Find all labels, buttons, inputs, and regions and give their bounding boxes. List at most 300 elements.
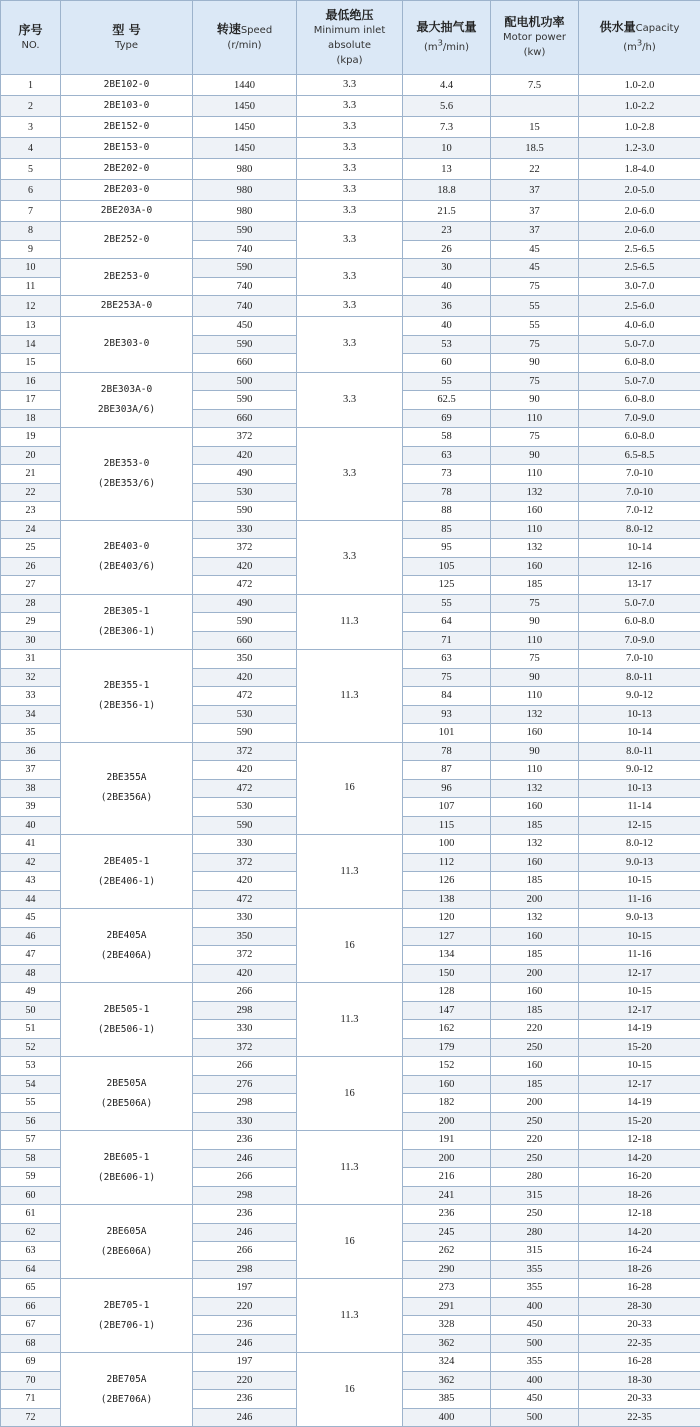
water-capacity-value: 8.0-11 <box>579 742 700 761</box>
water-capacity-value: 5.0-7.0 <box>579 372 700 391</box>
water-capacity-value: 9.0-13 <box>579 909 700 928</box>
speed-value: 298 <box>193 1001 297 1020</box>
speed-value: 246 <box>193 1223 297 1242</box>
model-type-line: (2BE356-1) <box>98 700 155 711</box>
table-row <box>1 835 700 854</box>
suction-value: 30 <box>403 259 491 278</box>
motor-power-value: 110 <box>491 520 579 539</box>
inlet-pressure-value: 16 <box>297 909 403 983</box>
speed-value: 530 <box>193 798 297 817</box>
motor-power-value: 160 <box>491 798 579 817</box>
header-inlet-en1: Minimum inlet <box>314 25 386 36</box>
row-number: 24 <box>1 520 61 539</box>
water-capacity-value: 11-14 <box>579 798 700 817</box>
row-number: 14 <box>1 335 61 354</box>
model-type-line: (2BE506-1) <box>98 1024 155 1035</box>
motor-power-value: 315 <box>491 1242 579 1261</box>
water-capacity-value: 18-30 <box>579 1371 700 1390</box>
model-type-line: 2BE705-1 <box>104 1300 150 1311</box>
model-type-line: (2BE306-1) <box>98 626 155 637</box>
row-number: 66 <box>1 1297 61 1316</box>
motor-power-value: 90 <box>491 354 579 373</box>
row-number: 32 <box>1 668 61 687</box>
row-number: 12 <box>1 296 61 317</box>
motor-power-value: 200 <box>491 890 579 909</box>
water-capacity-value: 16-28 <box>579 1279 700 1298</box>
row-number: 33 <box>1 687 61 706</box>
motor-power-value: 160 <box>491 927 579 946</box>
water-capacity-value: 8.0-11 <box>579 668 700 687</box>
inlet-pressure-value: 3.3 <box>297 180 403 201</box>
row-number: 10 <box>1 259 61 278</box>
water-capacity-value: 18-26 <box>579 1260 700 1279</box>
speed-value: 266 <box>193 1242 297 1261</box>
water-capacity-value: 12-17 <box>579 1075 700 1094</box>
suction-value: 147 <box>403 1001 491 1020</box>
inlet-pressure-value: 3.3 <box>297 372 403 428</box>
water-capacity-value: 2.0-6.0 <box>579 222 700 241</box>
table-row <box>1 650 700 669</box>
inlet-pressure-value: 3.3 <box>297 138 403 159</box>
row-number: 53 <box>1 1057 61 1076</box>
water-capacity-value: 16-28 <box>579 1353 700 1372</box>
speed-value: 590 <box>193 724 297 743</box>
suction-value: 4.4 <box>403 75 491 96</box>
motor-power-value: 185 <box>491 816 579 835</box>
table-row <box>1 983 700 1002</box>
header-no-en: NO. <box>21 40 39 51</box>
inlet-pressure-value: 3.3 <box>297 222 403 259</box>
water-capacity-value: 2.0-5.0 <box>579 180 700 201</box>
suction-value: 152 <box>403 1057 491 1076</box>
model-type <box>61 75 193 96</box>
suction-value: 126 <box>403 872 491 891</box>
header-water-unit-pre: (m <box>623 42 637 53</box>
row-number: 28 <box>1 594 61 613</box>
row-number: 29 <box>1 613 61 632</box>
row-number: 40 <box>1 816 61 835</box>
model-type <box>61 520 193 594</box>
speed-value: 246 <box>193 1334 297 1353</box>
speed-value: 740 <box>193 296 297 317</box>
water-capacity-value: 5.0-7.0 <box>579 335 700 354</box>
header-suction-unit-sup: 3 <box>438 37 443 47</box>
header-water-unit <box>623 42 656 53</box>
model-type-line: (2BE706-1) <box>98 1320 155 1331</box>
motor-power-value: 75 <box>491 372 579 391</box>
table-row <box>1 159 700 180</box>
water-capacity-value: 13-17 <box>579 576 700 595</box>
header-inlet-unit: (kpa) <box>336 55 362 66</box>
motor-power-value: 355 <box>491 1279 579 1298</box>
row-number: 30 <box>1 631 61 650</box>
speed-value: 372 <box>193 1038 297 1057</box>
row-number: 18 <box>1 409 61 428</box>
model-type-line: 2BE303-0 <box>104 338 150 349</box>
suction-value: 127 <box>403 927 491 946</box>
row-number: 17 <box>1 391 61 410</box>
motor-power-value: 160 <box>491 853 579 872</box>
model-type-line: 2BE103-0 <box>104 100 150 111</box>
suction-value: 112 <box>403 853 491 872</box>
motor-power-value: 132 <box>491 835 579 854</box>
row-number: 52 <box>1 1038 61 1057</box>
speed-value: 590 <box>193 613 297 632</box>
water-capacity-value: 12-18 <box>579 1131 700 1150</box>
water-capacity-value: 10-14 <box>579 724 700 743</box>
row-number: 25 <box>1 539 61 558</box>
water-capacity-value: 6.0-8.0 <box>579 613 700 632</box>
table-row <box>1 222 700 241</box>
table-row <box>1 1205 700 1224</box>
motor-power-value: 75 <box>491 594 579 613</box>
suction-value: 200 <box>403 1112 491 1131</box>
suction-value: 53 <box>403 335 491 354</box>
table-row <box>1 909 700 928</box>
row-number: 13 <box>1 317 61 336</box>
water-capacity-value: 14-19 <box>579 1020 700 1039</box>
row-number: 46 <box>1 927 61 946</box>
motor-power-value: 45 <box>491 259 579 278</box>
suction-value: 36 <box>403 296 491 317</box>
water-capacity-value: 14-20 <box>579 1223 700 1242</box>
row-number: 64 <box>1 1260 61 1279</box>
water-capacity-value: 8.0-12 <box>579 835 700 854</box>
motor-power-value: 22 <box>491 159 579 180</box>
row-number: 61 <box>1 1205 61 1224</box>
suction-value: 63 <box>403 446 491 465</box>
speed-value: 1450 <box>193 96 297 117</box>
motor-power-value: 75 <box>491 650 579 669</box>
table-row <box>1 117 700 138</box>
inlet-pressure-value: 16 <box>297 742 403 835</box>
suction-value: 241 <box>403 1186 491 1205</box>
motor-power-value: 37 <box>491 222 579 241</box>
model-type-line: (2BE353/6) <box>98 478 155 489</box>
inlet-pressure-value: 16 <box>297 1205 403 1279</box>
header-speed-unit: (r/min) <box>227 40 261 51</box>
motor-power-value: 280 <box>491 1223 579 1242</box>
water-capacity-value: 2.0-6.0 <box>579 201 700 222</box>
row-number: 2 <box>1 96 61 117</box>
header-type-en: Type <box>115 40 138 51</box>
speed-value: 197 <box>193 1353 297 1372</box>
row-number: 19 <box>1 428 61 447</box>
water-capacity-value: 20-33 <box>579 1390 700 1409</box>
speed-value: 530 <box>193 483 297 502</box>
table-row <box>1 75 700 96</box>
header-speed-en: Speed <box>241 25 272 36</box>
motor-power-value: 160 <box>491 502 579 521</box>
speed-value: 330 <box>193 1112 297 1131</box>
water-capacity-value: 6.5-8.5 <box>579 446 700 465</box>
water-capacity-value: 12-16 <box>579 557 700 576</box>
suction-value: 7.3 <box>403 117 491 138</box>
inlet-pressure-value: 3.3 <box>297 428 403 521</box>
suction-value: 273 <box>403 1279 491 1298</box>
suction-value: 85 <box>403 520 491 539</box>
speed-value: 266 <box>193 1057 297 1076</box>
motor-power-value: 132 <box>491 779 579 798</box>
suction-value: 40 <box>403 277 491 296</box>
row-number: 8 <box>1 222 61 241</box>
water-capacity-value: 2.5-6.5 <box>579 240 700 259</box>
water-capacity-value: 5.0-7.0 <box>579 594 700 613</box>
suction-value: 150 <box>403 964 491 983</box>
water-capacity-value: 11-16 <box>579 946 700 965</box>
row-number: 37 <box>1 761 61 780</box>
speed-value: 1440 <box>193 75 297 96</box>
motor-power-value: 90 <box>491 613 579 632</box>
table-row <box>1 428 700 447</box>
table-row <box>1 317 700 336</box>
water-capacity-value: 10-15 <box>579 983 700 1002</box>
motor-power-value: 280 <box>491 1168 579 1187</box>
water-capacity-value: 1.8-4.0 <box>579 159 700 180</box>
suction-value: 71 <box>403 631 491 650</box>
model-type-line: 2BE253A-0 <box>101 300 152 311</box>
motor-power-value: 185 <box>491 576 579 595</box>
row-number: 16 <box>1 372 61 391</box>
row-number: 22 <box>1 483 61 502</box>
model-type-line: (2BE403/6) <box>98 561 155 572</box>
motor-power-value: 15 <box>491 117 579 138</box>
speed-value: 372 <box>193 946 297 965</box>
suction-value: 236 <box>403 1205 491 1224</box>
header-suction-zh: 最大抽气量 <box>403 20 490 35</box>
header-power-unit: (kw) <box>524 47 546 58</box>
water-capacity-value: 9.0-12 <box>579 761 700 780</box>
water-capacity-value: 10-13 <box>579 779 700 798</box>
speed-value: 660 <box>193 354 297 373</box>
model-type <box>61 259 193 296</box>
header-suction-unit-pre: (m <box>424 42 438 53</box>
motor-power-value: 400 <box>491 1371 579 1390</box>
row-number: 41 <box>1 835 61 854</box>
model-type <box>61 1279 193 1353</box>
row-number: 45 <box>1 909 61 928</box>
table-row <box>1 96 700 117</box>
row-number: 68 <box>1 1334 61 1353</box>
water-capacity-value: 12-15 <box>579 816 700 835</box>
model-type-line: 2BE203-0 <box>104 184 150 195</box>
header-no <box>1 1 61 75</box>
model-type-line: 2BE403-0 <box>104 541 150 552</box>
water-capacity-value: 16-24 <box>579 1242 700 1261</box>
row-number: 60 <box>1 1186 61 1205</box>
suction-value: 63 <box>403 650 491 669</box>
model-type <box>61 138 193 159</box>
speed-value: 330 <box>193 520 297 539</box>
motor-power-value: 250 <box>491 1149 579 1168</box>
model-type <box>61 742 193 835</box>
motor-power-value: 37 <box>491 180 579 201</box>
model-type-line: 2BE355A <box>106 772 146 783</box>
table-row <box>1 296 700 317</box>
row-number: 27 <box>1 576 61 595</box>
water-capacity-value: 18-26 <box>579 1186 700 1205</box>
header-inlet <box>297 1 403 75</box>
model-type-line: 2BE252-0 <box>104 234 150 245</box>
header-type-zh: 型 号 <box>61 23 192 38</box>
model-type <box>61 1353 193 1427</box>
speed-value: 246 <box>193 1149 297 1168</box>
water-capacity-value: 28-30 <box>579 1297 700 1316</box>
motor-power-value: 500 <box>491 1408 579 1427</box>
row-number: 5 <box>1 159 61 180</box>
model-type <box>61 296 193 317</box>
motor-power-value: 75 <box>491 428 579 447</box>
motor-power-value: 160 <box>491 724 579 743</box>
row-number: 59 <box>1 1168 61 1187</box>
suction-value: 73 <box>403 465 491 484</box>
motor-power-value: 220 <box>491 1020 579 1039</box>
header-suction <box>403 1 491 75</box>
model-type-line: (2BE606-1) <box>98 1172 155 1183</box>
suction-value: 105 <box>403 557 491 576</box>
model-type-line: 2BE203A-0 <box>101 205 152 216</box>
motor-power-value: 18.5 <box>491 138 579 159</box>
suction-value: 87 <box>403 761 491 780</box>
speed-value: 220 <box>193 1371 297 1390</box>
motor-power-value: 315 <box>491 1186 579 1205</box>
inlet-pressure-value: 3.3 <box>297 296 403 317</box>
speed-value: 350 <box>193 927 297 946</box>
header-water-unit-post: /h) <box>642 42 656 53</box>
motor-power-value: 450 <box>491 1316 579 1335</box>
water-capacity-value: 15-20 <box>579 1038 700 1057</box>
model-type-line: (2BE356A) <box>101 792 152 803</box>
speed-value: 590 <box>193 335 297 354</box>
speed-value: 1450 <box>193 138 297 159</box>
speed-value: 330 <box>193 909 297 928</box>
row-number: 4 <box>1 138 61 159</box>
water-capacity-value: 1.0-2.8 <box>579 117 700 138</box>
inlet-pressure-value: 3.3 <box>297 259 403 296</box>
model-type <box>61 1205 193 1279</box>
model-type-line: 2BE102-0 <box>104 79 150 90</box>
speed-value: 590 <box>193 391 297 410</box>
suction-value: 78 <box>403 742 491 761</box>
motor-power-value <box>491 96 579 117</box>
speed-value: 490 <box>193 465 297 484</box>
speed-value: 330 <box>193 835 297 854</box>
speed-value: 980 <box>193 159 297 180</box>
speed-value: 266 <box>193 983 297 1002</box>
row-number: 57 <box>1 1131 61 1150</box>
suction-value: 18.8 <box>403 180 491 201</box>
row-number: 72 <box>1 1408 61 1427</box>
water-capacity-value: 8.0-12 <box>579 520 700 539</box>
model-type-line: (2BE506A) <box>101 1098 152 1109</box>
suction-value: 100 <box>403 835 491 854</box>
row-number: 23 <box>1 502 61 521</box>
speed-value: 266 <box>193 1168 297 1187</box>
row-number: 38 <box>1 779 61 798</box>
water-capacity-value: 22-35 <box>579 1408 700 1427</box>
speed-value: 372 <box>193 742 297 761</box>
suction-value: 191 <box>403 1131 491 1150</box>
water-capacity-value: 10-15 <box>579 1057 700 1076</box>
motor-power-value: 185 <box>491 1075 579 1094</box>
motor-power-value: 110 <box>491 687 579 706</box>
motor-power-value: 200 <box>491 964 579 983</box>
speed-value: 740 <box>193 240 297 259</box>
header-row <box>1 1 700 75</box>
suction-value: 182 <box>403 1094 491 1113</box>
table-row <box>1 1353 700 1372</box>
speed-value: 660 <box>193 409 297 428</box>
model-type-line: 2BE303A/6) <box>98 404 155 415</box>
water-capacity-value: 10-15 <box>579 872 700 891</box>
suction-value: 107 <box>403 798 491 817</box>
row-number: 67 <box>1 1316 61 1335</box>
row-number: 7 <box>1 201 61 222</box>
table-row <box>1 180 700 201</box>
speed-value: 276 <box>193 1075 297 1094</box>
model-type <box>61 909 193 983</box>
row-number: 65 <box>1 1279 61 1298</box>
suction-value: 93 <box>403 705 491 724</box>
water-capacity-value: 20-33 <box>579 1316 700 1335</box>
table-body <box>1 75 700 1427</box>
suction-value: 64 <box>403 613 491 632</box>
water-capacity-value: 16-20 <box>579 1168 700 1187</box>
speed-value: 298 <box>193 1260 297 1279</box>
inlet-pressure-value: 3.3 <box>297 96 403 117</box>
speed-value: 372 <box>193 539 297 558</box>
suction-value: 40 <box>403 317 491 336</box>
speed-value: 590 <box>193 502 297 521</box>
header-inlet-en2: absolute <box>328 40 371 51</box>
suction-value: 78 <box>403 483 491 502</box>
row-number: 34 <box>1 705 61 724</box>
row-number: 35 <box>1 724 61 743</box>
motor-power-value: 185 <box>491 872 579 891</box>
model-type <box>61 983 193 1057</box>
inlet-pressure-value: 3.3 <box>297 159 403 180</box>
model-type-line: 2BE355-1 <box>104 680 150 691</box>
inlet-pressure-value: 11.3 <box>297 983 403 1057</box>
suction-value: 13 <box>403 159 491 180</box>
inlet-pressure-value: 3.3 <box>297 75 403 96</box>
suction-value: 58 <box>403 428 491 447</box>
model-type <box>61 201 193 222</box>
motor-power-value: 185 <box>491 946 579 965</box>
speed-value: 590 <box>193 816 297 835</box>
speed-value: 590 <box>193 259 297 278</box>
row-number: 56 <box>1 1112 61 1131</box>
speed-value: 298 <box>193 1094 297 1113</box>
model-type-line: 2BE253-0 <box>104 271 150 282</box>
suction-value: 324 <box>403 1353 491 1372</box>
speed-value: 350 <box>193 650 297 669</box>
header-power-zh: 配电机功率 <box>491 15 578 30</box>
suction-value: 328 <box>403 1316 491 1335</box>
speed-value: 500 <box>193 372 297 391</box>
motor-power-value: 400 <box>491 1297 579 1316</box>
speed-value: 420 <box>193 761 297 780</box>
suction-value: 60 <box>403 354 491 373</box>
header-power <box>491 1 579 75</box>
table-row <box>1 259 700 278</box>
model-type-line: 2BE353-0 <box>104 458 150 469</box>
inlet-pressure-value: 3.3 <box>297 520 403 594</box>
suction-value: 23 <box>403 222 491 241</box>
header-type <box>61 1 193 75</box>
motor-power-value: 132 <box>491 539 579 558</box>
row-number: 1 <box>1 75 61 96</box>
